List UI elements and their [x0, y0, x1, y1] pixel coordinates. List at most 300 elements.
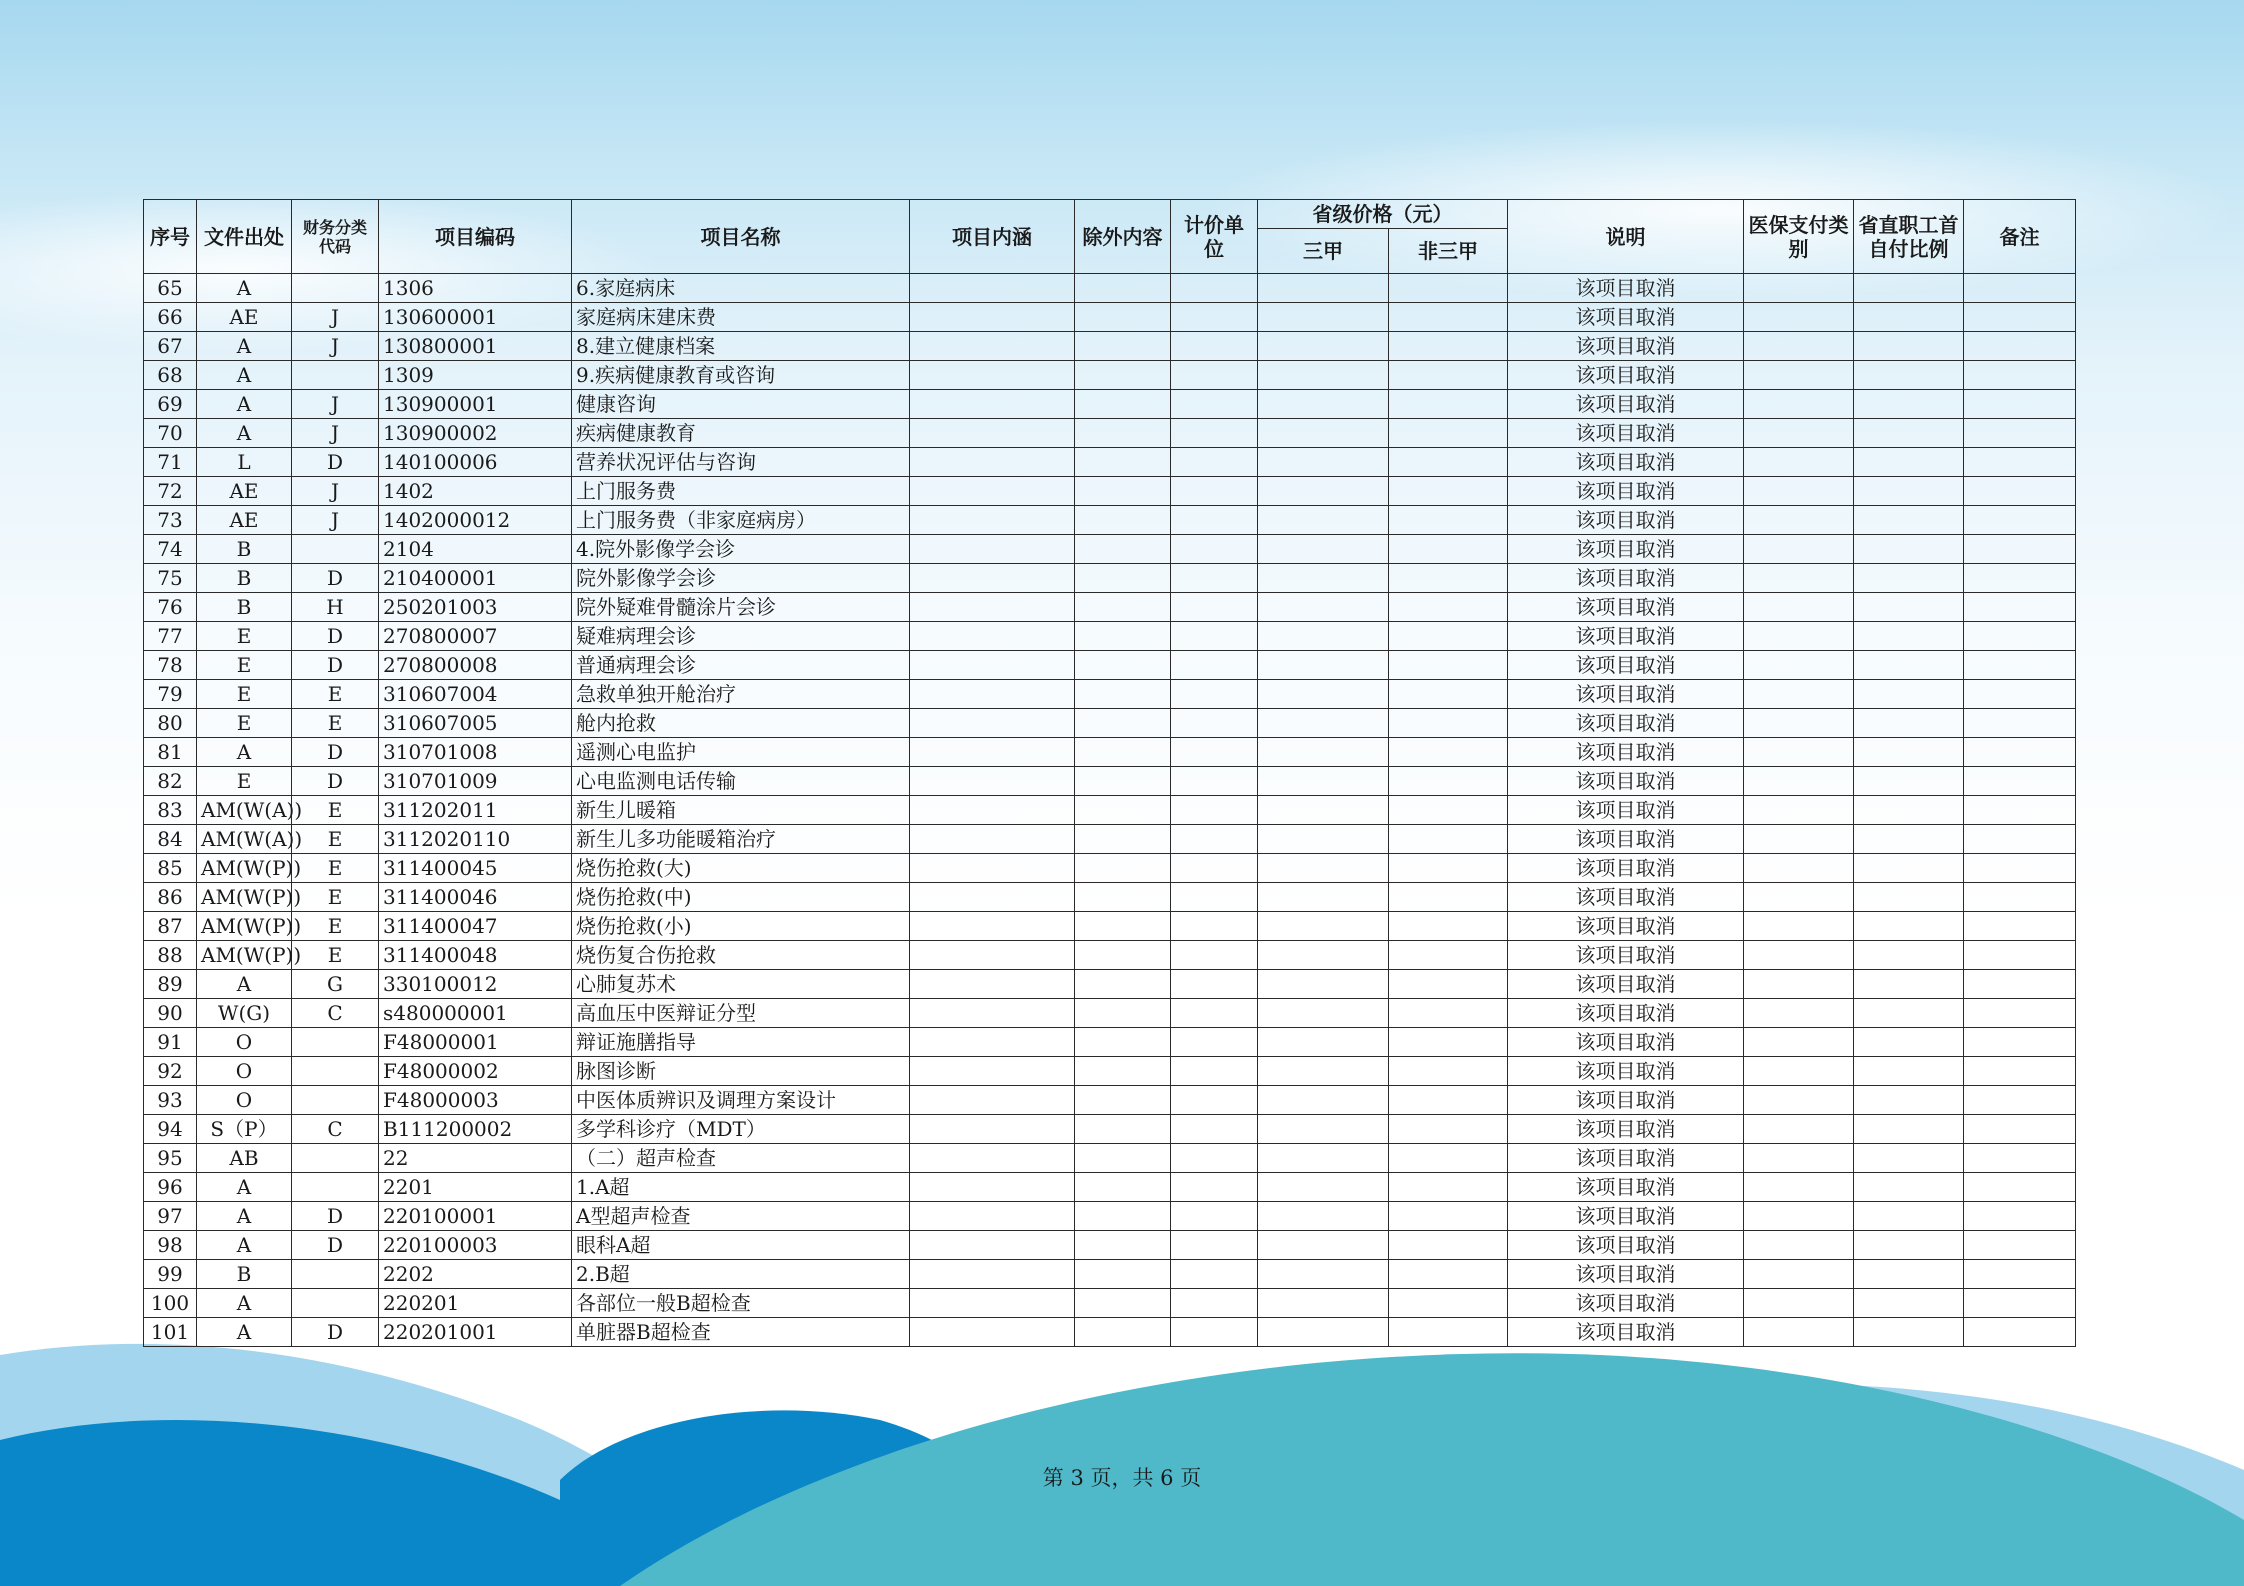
- cell-seq: 86: [144, 883, 197, 912]
- cell-self-pay: [1854, 738, 1964, 767]
- cell-seq: 80: [144, 709, 197, 738]
- cell-source: O: [197, 1028, 292, 1057]
- cell-self-pay: [1854, 1057, 1964, 1086]
- cell-insurance: [1744, 883, 1854, 912]
- table-row: [144, 680, 2076, 709]
- cell-item-name: 2.B超: [572, 1260, 910, 1289]
- cell-price-tier3a: [1258, 1057, 1389, 1086]
- cell-unit: [1171, 448, 1258, 477]
- cell-excluded: [1075, 912, 1171, 941]
- cell-note: 该项目取消: [1508, 1028, 1744, 1057]
- cell-item-code: 311400048: [379, 941, 572, 970]
- cell-remark: [1964, 1115, 2076, 1144]
- cell-self-pay: [1854, 535, 1964, 564]
- cell-item-code: 311400046: [379, 883, 572, 912]
- cell-source: O: [197, 1086, 292, 1115]
- cell-item-code: 311400045: [379, 854, 572, 883]
- cell-item-code: 220201: [379, 1289, 572, 1318]
- cell-unit: [1171, 1115, 1258, 1144]
- cell-item-content: [910, 622, 1075, 651]
- cell-insurance: [1744, 970, 1854, 999]
- cell-note: 该项目取消: [1508, 622, 1744, 651]
- cell-source: A: [197, 1231, 292, 1260]
- cell-insurance: [1744, 361, 1854, 390]
- cell-seq: 65: [144, 274, 197, 303]
- cell-item-code: 210400001: [379, 564, 572, 593]
- cell-item-name: 院外疑难骨髓涂片会诊: [572, 593, 910, 622]
- cell-item-name: 疑难病理会诊: [572, 622, 910, 651]
- cell-price-non-tier3a: [1389, 1173, 1508, 1202]
- cell-item-code: 220100003: [379, 1231, 572, 1260]
- table-row: [144, 651, 2076, 680]
- cell-item-code: 22: [379, 1144, 572, 1173]
- cell-unit: [1171, 999, 1258, 1028]
- cell-remark: [1964, 274, 2076, 303]
- cell-price-non-tier3a: [1389, 506, 1508, 535]
- cell-remark: [1964, 1144, 2076, 1173]
- cell-item-content: [910, 1289, 1075, 1318]
- cell-item-name: 9.疾病健康教育或咨询: [572, 361, 910, 390]
- cell-source: S（P）: [197, 1115, 292, 1144]
- cell-remark: [1964, 680, 2076, 709]
- cell-remark: [1964, 448, 2076, 477]
- table-row: [144, 1318, 2076, 1347]
- cell-price-tier3a: [1258, 767, 1389, 796]
- cell-price-non-tier3a: [1389, 361, 1508, 390]
- cell-note: 该项目取消: [1508, 1144, 1744, 1173]
- cell-price-non-tier3a: [1389, 535, 1508, 564]
- cell-seq: 91: [144, 1028, 197, 1057]
- cell-finance-code: H: [292, 593, 379, 622]
- cell-seq: 93: [144, 1086, 197, 1115]
- cell-excluded: [1075, 999, 1171, 1028]
- cell-excluded: [1075, 709, 1171, 738]
- cell-price-non-tier3a: [1389, 709, 1508, 738]
- cell-price-non-tier3a: [1389, 622, 1508, 651]
- cell-seq: 77: [144, 622, 197, 651]
- cell-finance-code: J: [292, 303, 379, 332]
- cell-finance-code: J: [292, 390, 379, 419]
- cell-item-content: [910, 448, 1075, 477]
- cell-self-pay: [1854, 825, 1964, 854]
- cell-item-name: 多学科诊疗（MDT）: [572, 1115, 910, 1144]
- table-row: [144, 1028, 2076, 1057]
- cell-price-non-tier3a: [1389, 1318, 1508, 1347]
- cell-price-tier3a: [1258, 1202, 1389, 1231]
- cell-unit: [1171, 970, 1258, 999]
- cell-excluded: [1075, 622, 1171, 651]
- table-row: [144, 361, 2076, 390]
- cell-item-name: 营养状况评估与咨询: [572, 448, 910, 477]
- cell-source: AM(W(A)): [197, 796, 292, 825]
- cell-source: AM(W(P)): [197, 941, 292, 970]
- cell-remark: [1964, 883, 2076, 912]
- cell-insurance: [1744, 767, 1854, 796]
- cell-seq: 87: [144, 912, 197, 941]
- cell-insurance: [1744, 912, 1854, 941]
- table-row: [144, 419, 2076, 448]
- cell-self-pay: [1854, 1289, 1964, 1318]
- cell-note: 该项目取消: [1508, 941, 1744, 970]
- cell-source: B: [197, 1260, 292, 1289]
- cell-item-name: 单脏器B超检查: [572, 1318, 910, 1347]
- cell-item-name: 新生儿暖箱: [572, 796, 910, 825]
- cell-unit: [1171, 1086, 1258, 1115]
- cell-remark: [1964, 361, 2076, 390]
- cell-price-tier3a: [1258, 274, 1389, 303]
- cell-note: 该项目取消: [1508, 1057, 1744, 1086]
- cell-item-name: 心电监测电话传输: [572, 767, 910, 796]
- cell-price-non-tier3a: [1389, 825, 1508, 854]
- cell-remark: [1964, 1173, 2076, 1202]
- cell-self-pay: [1854, 390, 1964, 419]
- cell-item-content: [910, 593, 1075, 622]
- cell-self-pay: [1854, 1231, 1964, 1260]
- cell-item-name: （二）超声检查: [572, 1144, 910, 1173]
- cell-price-tier3a: [1258, 1173, 1389, 1202]
- cell-unit: [1171, 1318, 1258, 1347]
- cell-unit: [1171, 825, 1258, 854]
- cell-finance-code: J: [292, 477, 379, 506]
- cell-item-code: 1309: [379, 361, 572, 390]
- cell-item-name: 上门服务费: [572, 477, 910, 506]
- cell-finance-code: D: [292, 448, 379, 477]
- cell-source: A: [197, 390, 292, 419]
- cell-unit: [1171, 767, 1258, 796]
- table-row: [144, 1144, 2076, 1173]
- table-row: [144, 709, 2076, 738]
- cell-finance-code: J: [292, 419, 379, 448]
- cell-item-content: [910, 1231, 1075, 1260]
- cell-self-pay: [1854, 912, 1964, 941]
- cell-price-non-tier3a: [1389, 1144, 1508, 1173]
- cell-seq: 99: [144, 1260, 197, 1289]
- cell-seq: 83: [144, 796, 197, 825]
- cell-insurance: [1744, 738, 1854, 767]
- cell-self-pay: [1854, 1260, 1964, 1289]
- cell-unit: [1171, 1202, 1258, 1231]
- cell-source: B: [197, 535, 292, 564]
- cell-insurance: [1744, 448, 1854, 477]
- cell-item-code: s480000001: [379, 999, 572, 1028]
- cell-excluded: [1075, 1173, 1171, 1202]
- cell-item-content: [910, 419, 1075, 448]
- cell-remark: [1964, 912, 2076, 941]
- cell-price-non-tier3a: [1389, 680, 1508, 709]
- cell-self-pay: [1854, 1144, 1964, 1173]
- cell-excluded: [1075, 767, 1171, 796]
- cell-item-code: 310607005: [379, 709, 572, 738]
- cell-item-name: 各部位一般B超检查: [572, 1289, 910, 1318]
- cell-source: A: [197, 1173, 292, 1202]
- cell-insurance: [1744, 1318, 1854, 1347]
- table-row: [144, 883, 2076, 912]
- cell-item-code: 130900002: [379, 419, 572, 448]
- cell-price-tier3a: [1258, 1144, 1389, 1173]
- cell-price-non-tier3a: [1389, 1115, 1508, 1144]
- cell-insurance: [1744, 1086, 1854, 1115]
- cell-note: 该项目取消: [1508, 796, 1744, 825]
- cell-price-non-tier3a: [1389, 883, 1508, 912]
- cell-item-content: [910, 274, 1075, 303]
- cell-excluded: [1075, 419, 1171, 448]
- cell-finance-code: E: [292, 883, 379, 912]
- cell-item-content: [910, 854, 1075, 883]
- cell-price-non-tier3a: [1389, 1057, 1508, 1086]
- table-row: [144, 825, 2076, 854]
- cell-unit: [1171, 1028, 1258, 1057]
- cell-source: AE: [197, 477, 292, 506]
- cell-seq: 92: [144, 1057, 197, 1086]
- cell-item-content: [910, 332, 1075, 361]
- cell-item-content: [910, 1086, 1075, 1115]
- cell-item-name: A型超声检查: [572, 1202, 910, 1231]
- cell-finance-code: E: [292, 709, 379, 738]
- cell-note: 该项目取消: [1508, 419, 1744, 448]
- table-row: [144, 535, 2076, 564]
- cell-insurance: [1744, 477, 1854, 506]
- cell-insurance: [1744, 564, 1854, 593]
- cell-seq: 98: [144, 1231, 197, 1260]
- cell-source: B: [197, 593, 292, 622]
- cell-item-content: [910, 1028, 1075, 1057]
- cell-source: E: [197, 680, 292, 709]
- cell-remark: [1964, 332, 2076, 361]
- cell-unit: [1171, 332, 1258, 361]
- header-note: 说明: [1508, 200, 1744, 274]
- cell-price-tier3a: [1258, 738, 1389, 767]
- cell-seq: 90: [144, 999, 197, 1028]
- cell-remark: [1964, 1057, 2076, 1086]
- cell-self-pay: [1854, 651, 1964, 680]
- cell-note: 该项目取消: [1508, 970, 1744, 999]
- cell-item-code: 2201: [379, 1173, 572, 1202]
- cell-item-name: 辩证施膳指导: [572, 1028, 910, 1057]
- table-row: [144, 970, 2076, 999]
- cell-insurance: [1744, 1202, 1854, 1231]
- cell-remark: [1964, 419, 2076, 448]
- table-row: [144, 1057, 2076, 1086]
- cell-self-pay: [1854, 1202, 1964, 1231]
- cell-finance-code: C: [292, 999, 379, 1028]
- cell-note: 该项目取消: [1508, 390, 1744, 419]
- table-row: [144, 767, 2076, 796]
- cell-note: 该项目取消: [1508, 1260, 1744, 1289]
- cell-price-tier3a: [1258, 854, 1389, 883]
- cell-remark: [1964, 854, 2076, 883]
- cell-remark: [1964, 970, 2076, 999]
- cell-note: 该项目取消: [1508, 912, 1744, 941]
- cell-price-tier3a: [1258, 912, 1389, 941]
- cell-source: AM(W(A)): [197, 825, 292, 854]
- cell-unit: [1171, 535, 1258, 564]
- cell-self-pay: [1854, 622, 1964, 651]
- cell-unit: [1171, 1144, 1258, 1173]
- cell-finance-code: D: [292, 564, 379, 593]
- cell-price-non-tier3a: [1389, 970, 1508, 999]
- cell-excluded: [1075, 680, 1171, 709]
- cell-item-content: [910, 999, 1075, 1028]
- cell-price-tier3a: [1258, 941, 1389, 970]
- cell-excluded: [1075, 883, 1171, 912]
- cell-remark: [1964, 738, 2076, 767]
- cell-finance-code: D: [292, 738, 379, 767]
- cell-price-non-tier3a: [1389, 419, 1508, 448]
- table-row: [144, 796, 2076, 825]
- table-row: [144, 448, 2076, 477]
- cell-note: 该项目取消: [1508, 854, 1744, 883]
- cell-excluded: [1075, 970, 1171, 999]
- cell-item-name: 院外影像学会诊: [572, 564, 910, 593]
- cell-unit: [1171, 303, 1258, 332]
- cell-item-content: [910, 796, 1075, 825]
- cell-item-name: 心肺复苏术: [572, 970, 910, 999]
- cell-self-pay: [1854, 999, 1964, 1028]
- cell-excluded: [1075, 738, 1171, 767]
- cell-remark: [1964, 651, 2076, 680]
- cell-price-tier3a: [1258, 651, 1389, 680]
- cell-seq: 70: [144, 419, 197, 448]
- cell-excluded: [1075, 1057, 1171, 1086]
- cell-item-code: 311202011: [379, 796, 572, 825]
- cell-finance-code: [292, 1289, 379, 1318]
- cell-source: A: [197, 419, 292, 448]
- cell-source: A: [197, 1202, 292, 1231]
- cell-self-pay: [1854, 854, 1964, 883]
- cell-item-content: [910, 825, 1075, 854]
- cell-self-pay: [1854, 506, 1964, 535]
- header-remark: 备注: [1964, 200, 2076, 274]
- cell-excluded: [1075, 1115, 1171, 1144]
- cell-item-content: [910, 506, 1075, 535]
- table-row: [144, 303, 2076, 332]
- cell-remark: [1964, 1202, 2076, 1231]
- cell-note: 该项目取消: [1508, 651, 1744, 680]
- cell-item-content: [910, 1260, 1075, 1289]
- cell-finance-code: E: [292, 941, 379, 970]
- cell-price-non-tier3a: [1389, 999, 1508, 1028]
- cell-item-name: 烧伤抢救(大): [572, 854, 910, 883]
- cell-source: A: [197, 274, 292, 303]
- cell-unit: [1171, 651, 1258, 680]
- cell-item-code: 130600001: [379, 303, 572, 332]
- cell-finance-code: E: [292, 854, 379, 883]
- table-row: [144, 274, 2076, 303]
- cell-insurance: [1744, 535, 1854, 564]
- cell-finance-code: D: [292, 767, 379, 796]
- cell-item-name: 烧伤复合伤抢救: [572, 941, 910, 970]
- cell-item-content: [910, 477, 1075, 506]
- cell-item-code: F48000002: [379, 1057, 572, 1086]
- cell-excluded: [1075, 1260, 1171, 1289]
- cell-finance-code: E: [292, 825, 379, 854]
- cell-finance-code: D: [292, 651, 379, 680]
- cell-seq: 71: [144, 448, 197, 477]
- header-price-group: 省级价格（元）: [1258, 200, 1508, 229]
- cell-seq: 84: [144, 825, 197, 854]
- cell-source: A: [197, 1318, 292, 1347]
- cell-price-non-tier3a: [1389, 767, 1508, 796]
- cell-source: A: [197, 1289, 292, 1318]
- cell-note: 该项目取消: [1508, 1318, 1744, 1347]
- cell-excluded: [1075, 361, 1171, 390]
- cell-price-tier3a: [1258, 332, 1389, 361]
- cell-insurance: [1744, 419, 1854, 448]
- table-row: [144, 593, 2076, 622]
- cell-excluded: [1075, 1144, 1171, 1173]
- table-row: [144, 332, 2076, 361]
- cell-excluded: [1075, 1318, 1171, 1347]
- cell-self-pay: [1854, 796, 1964, 825]
- cell-price-non-tier3a: [1389, 332, 1508, 361]
- cell-price-tier3a: [1258, 564, 1389, 593]
- cell-insurance: [1744, 796, 1854, 825]
- cell-insurance: [1744, 1115, 1854, 1144]
- cell-note: 该项目取消: [1508, 274, 1744, 303]
- cell-finance-code: [292, 1086, 379, 1115]
- cell-price-tier3a: [1258, 419, 1389, 448]
- cell-self-pay: [1854, 1318, 1964, 1347]
- table-row: [144, 390, 2076, 419]
- cell-price-tier3a: [1258, 680, 1389, 709]
- table-row: [144, 1202, 2076, 1231]
- header-excluded: 除外内容: [1075, 200, 1171, 274]
- cell-unit: [1171, 419, 1258, 448]
- cell-item-code: 220201001: [379, 1318, 572, 1347]
- cell-self-pay: [1854, 680, 1964, 709]
- cell-excluded: [1075, 1289, 1171, 1318]
- cell-price-tier3a: [1258, 970, 1389, 999]
- header-seq: 序号: [144, 200, 197, 274]
- cell-seq: 97: [144, 1202, 197, 1231]
- cell-note: 该项目取消: [1508, 680, 1744, 709]
- cell-finance-code: E: [292, 912, 379, 941]
- cell-finance-code: D: [292, 1231, 379, 1260]
- cell-unit: [1171, 941, 1258, 970]
- cell-source: AE: [197, 506, 292, 535]
- cell-price-tier3a: [1258, 535, 1389, 564]
- cell-item-name: 急救单独开舱治疗: [572, 680, 910, 709]
- cell-excluded: [1075, 593, 1171, 622]
- price-item-table: [143, 199, 2076, 1347]
- table-row: [144, 1260, 2076, 1289]
- cell-self-pay: [1854, 332, 1964, 361]
- cell-excluded: [1075, 564, 1171, 593]
- cell-item-name: 上门服务费（非家庭病房）: [572, 506, 910, 535]
- cell-insurance: [1744, 593, 1854, 622]
- cell-seq: 76: [144, 593, 197, 622]
- cell-source: E: [197, 709, 292, 738]
- cell-note: 该项目取消: [1508, 303, 1744, 332]
- cell-item-name: 眼科A超: [572, 1231, 910, 1260]
- cell-self-pay: [1854, 970, 1964, 999]
- cell-unit: [1171, 506, 1258, 535]
- cell-note: 该项目取消: [1508, 1231, 1744, 1260]
- cell-excluded: [1075, 796, 1171, 825]
- cell-excluded: [1075, 274, 1171, 303]
- cell-price-tier3a: [1258, 593, 1389, 622]
- cell-remark: [1964, 390, 2076, 419]
- cell-note: 该项目取消: [1508, 593, 1744, 622]
- cell-insurance: [1744, 1173, 1854, 1202]
- cell-price-non-tier3a: [1389, 477, 1508, 506]
- cell-insurance: [1744, 825, 1854, 854]
- cell-self-pay: [1854, 1028, 1964, 1057]
- cell-seq: 72: [144, 477, 197, 506]
- cell-note: 该项目取消: [1508, 361, 1744, 390]
- cell-remark: [1964, 506, 2076, 535]
- cell-finance-code: G: [292, 970, 379, 999]
